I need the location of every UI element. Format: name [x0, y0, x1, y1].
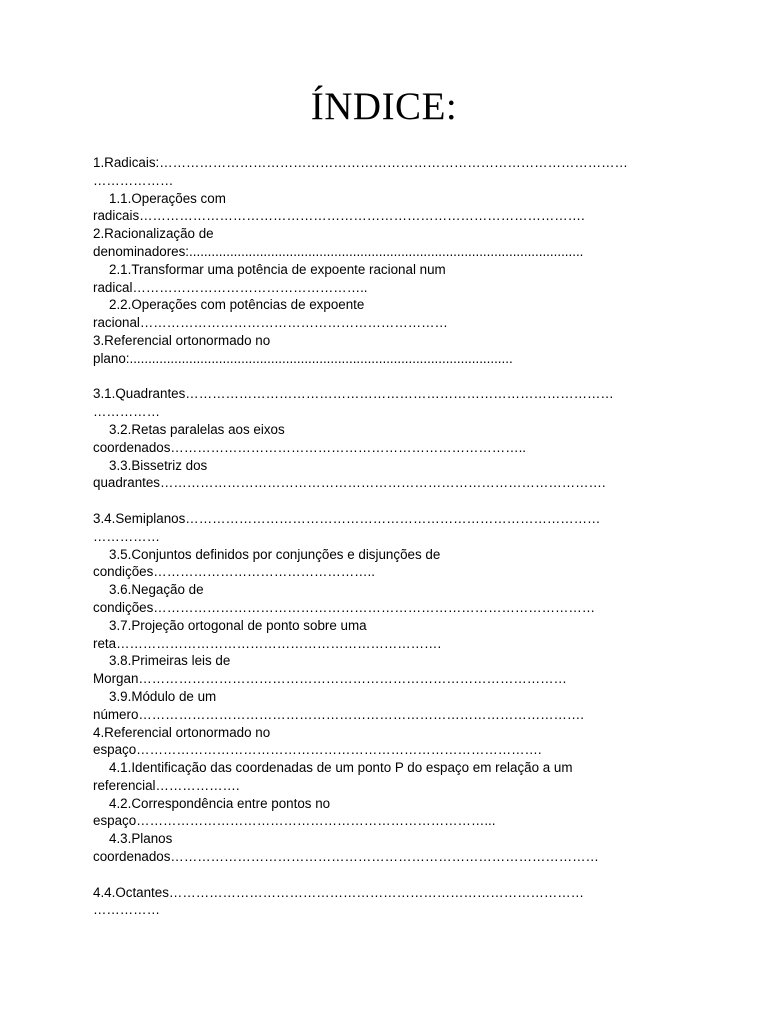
toc-entry-line: 2.Racionalização de: [93, 226, 214, 242]
toc-entry-line: espaço……………………………………………………………………………….: [93, 742, 542, 758]
toc-entry-line: Morgan……………………………………………………………………………………: [93, 671, 567, 687]
toc-entry-line: radical……………………………………………..: [93, 279, 368, 295]
toc-entry-line: 4.2.Correspondência entre pontos no: [109, 795, 331, 811]
toc-entry-line: referencial……………….: [93, 777, 240, 793]
toc-entry-line: número……………………………………………………………………………………….: [93, 706, 585, 722]
toc-entry-line: 3.6.Negação de: [109, 582, 204, 598]
toc-entry-line: ……………: [93, 528, 160, 544]
toc-entry-line: reta……………………………………………………………….: [93, 635, 442, 651]
toc-entry-line: 3.2.Retas paralelas aos eixos: [109, 421, 285, 437]
toc-entry-line: 2.2.Operações com potências de expoente: [109, 297, 365, 313]
toc-entry-line: 1.Radicais:……………………………………………………………………………………………: [93, 155, 628, 170]
toc-entry-line: 4.1.Identificação das coordenadas de um ponto P do espaço em relação a um: [109, 760, 573, 776]
toc-entry-line: 3.5.Conjuntos definidos por conjunções e disjunções de: [109, 546, 441, 562]
toc-entry-line: 3.4.Semiplanos…………………………………………………………………………………: [93, 510, 601, 526]
blank-line: [93, 866, 678, 884]
toc-entry-line: ………………: [93, 172, 174, 188]
toc-entry-line: 3.8.Primeiras leis de: [109, 653, 231, 669]
toc-entry-line: 4.3.Planos: [109, 831, 173, 847]
toc-entry-line: 2.1.Transformar uma potência de expoente racional num: [109, 261, 446, 277]
toc-entry-line: racional……………………………………………………………: [93, 315, 448, 331]
toc-entry-line: coordenados……………………………………………………………………………………: [93, 849, 599, 865]
toc-entry-line: coordenados……………………………………………………………………..: [93, 439, 527, 455]
toc-entry-line: 3.1.Quadrantes……………………………………………………………………………………: [93, 386, 614, 402]
table-of-contents: [93, 154, 678, 919]
toc-entry-line: 3.7.Projeção ortogonal de ponto sobre uma: [109, 617, 367, 633]
blank-line: [93, 492, 678, 510]
toc-entry-line: 3.9.Módulo de um: [109, 688, 217, 704]
index-title: ÍNDICE:: [310, 85, 458, 128]
toc-entry-line: quadrantes……………………………………………………………………………………….: [93, 475, 606, 491]
toc-entry-line: 3.3.Bissetriz dos: [109, 457, 208, 473]
toc-entry-line: condições………………………………………………………………………………………: [93, 599, 596, 615]
toc-entry-line: 4.Referencial ortonormado no: [93, 724, 271, 740]
toc-entry-line: 1.1.Operações com: [109, 190, 226, 206]
toc-entry-line: plano:.......................................................................................................: [93, 350, 513, 366]
toc-entry-line: 3.Referencial ortonormado no: [93, 332, 271, 348]
blank-line: [93, 368, 678, 386]
toc-entry-line: condições…………………………………………..: [93, 564, 375, 580]
toc-entry-line: espaço……………………………………………………………………...: [93, 813, 496, 829]
toc-entry-line: 4.4.Octantes…………………………………………………………………………………: [93, 884, 585, 900]
toc-entry-line: ……………: [93, 902, 160, 918]
toc-entry-line: ……………: [93, 404, 160, 420]
toc-entry-line: radicais……………………………………………………………………………………….: [93, 208, 585, 224]
toc-entry-line: denominadores:..........................................................................................................: [93, 243, 584, 259]
